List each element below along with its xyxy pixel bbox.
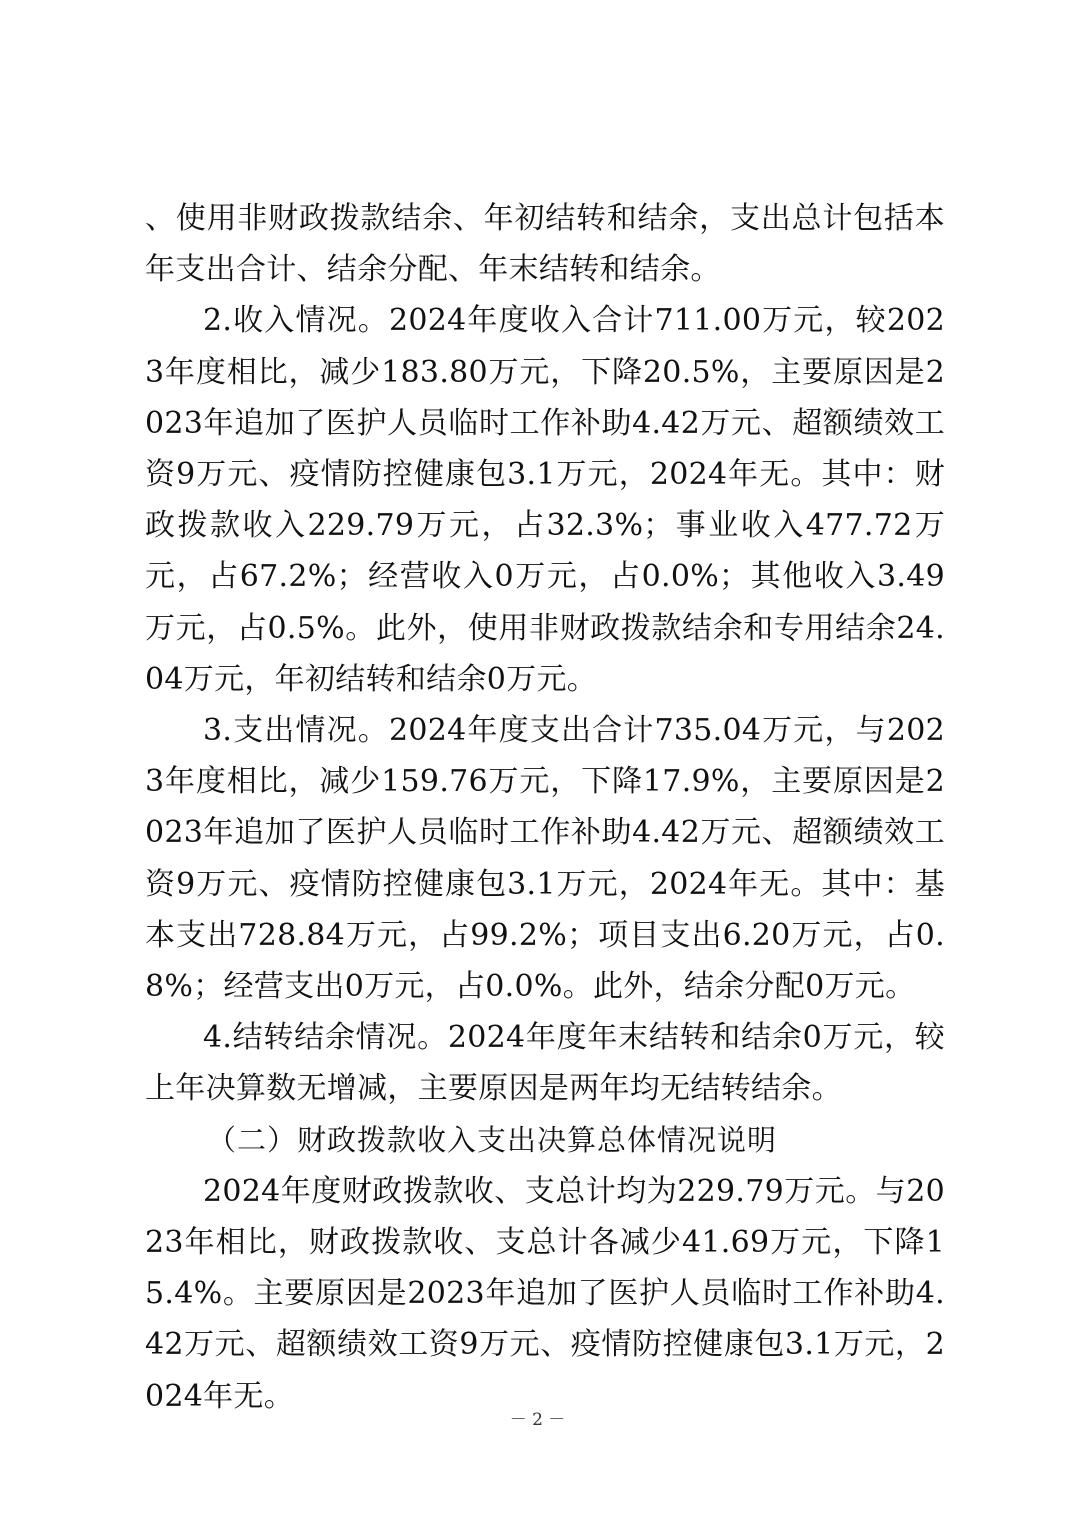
paragraph-income: 2.收入情况。2024年度收入合计711.00万元，较2023年度相比，减少183.80万元，下降20.5%，主要原因是2023年追加了医护人员临时工作补助4.42万元、超额绩效工资9万元、疫情防控健康包3.1万元，2024年无。其中：财政拨款收入229.79万元，占32.3%；事业收入477.72万元，占67.2%；经营收入0万元，占0.0%；其他收入3.49万元，占0.5%。此外，使用非财政拨款结余和专用结余24.04万元，年初结转和结余0万元。	[145, 303, 945, 697]
paragraph-fiscal-appropriation: 2024年度财政拨款收、支总计均为229.79万元。与2023年相比，财政拨款收、支总计各减少41.69万元，下降15.4%。主要原因是2023年追加了医护人员临时工作补助4.42万元、超额绩效工资9万元、疫情防控健康包3.1万元，2024年无。	[145, 1173, 945, 1414]
section-heading: （二）财政拨款收入支出决算总体情况说明	[207, 1122, 778, 1157]
paragraph-carryover: 4.结转结余情况。2024年度年末结转和结余0万元，较上年决算数无增减，主要原因是两年均无结转结余。	[145, 1020, 945, 1107]
page-number: － 2 －	[509, 1410, 566, 1430]
paragraph-continuation: 、使用非财政拨款结余、年初结转和结余，支出总计包括本年支出合计、结余分配、年末结转和结余。	[145, 201, 945, 288]
document-body	[145, 193, 945, 1422]
paragraph-expenditure: 3.支出情况。2024年度支出合计735.04万元，与2023年度相比，减少159.76万元，下降17.9%，主要原因是2023年追加了医护人员临时工作补助4.42万元、超额绩效工资9万元、疫情防控健康包3.1万元，2024年无。其中：基本支出728.84万元，占99.2%；项目支出6.20万元，占0.8%；经营支出0万元，占0.0%。此外，结余分配0万元。	[145, 713, 945, 1005]
